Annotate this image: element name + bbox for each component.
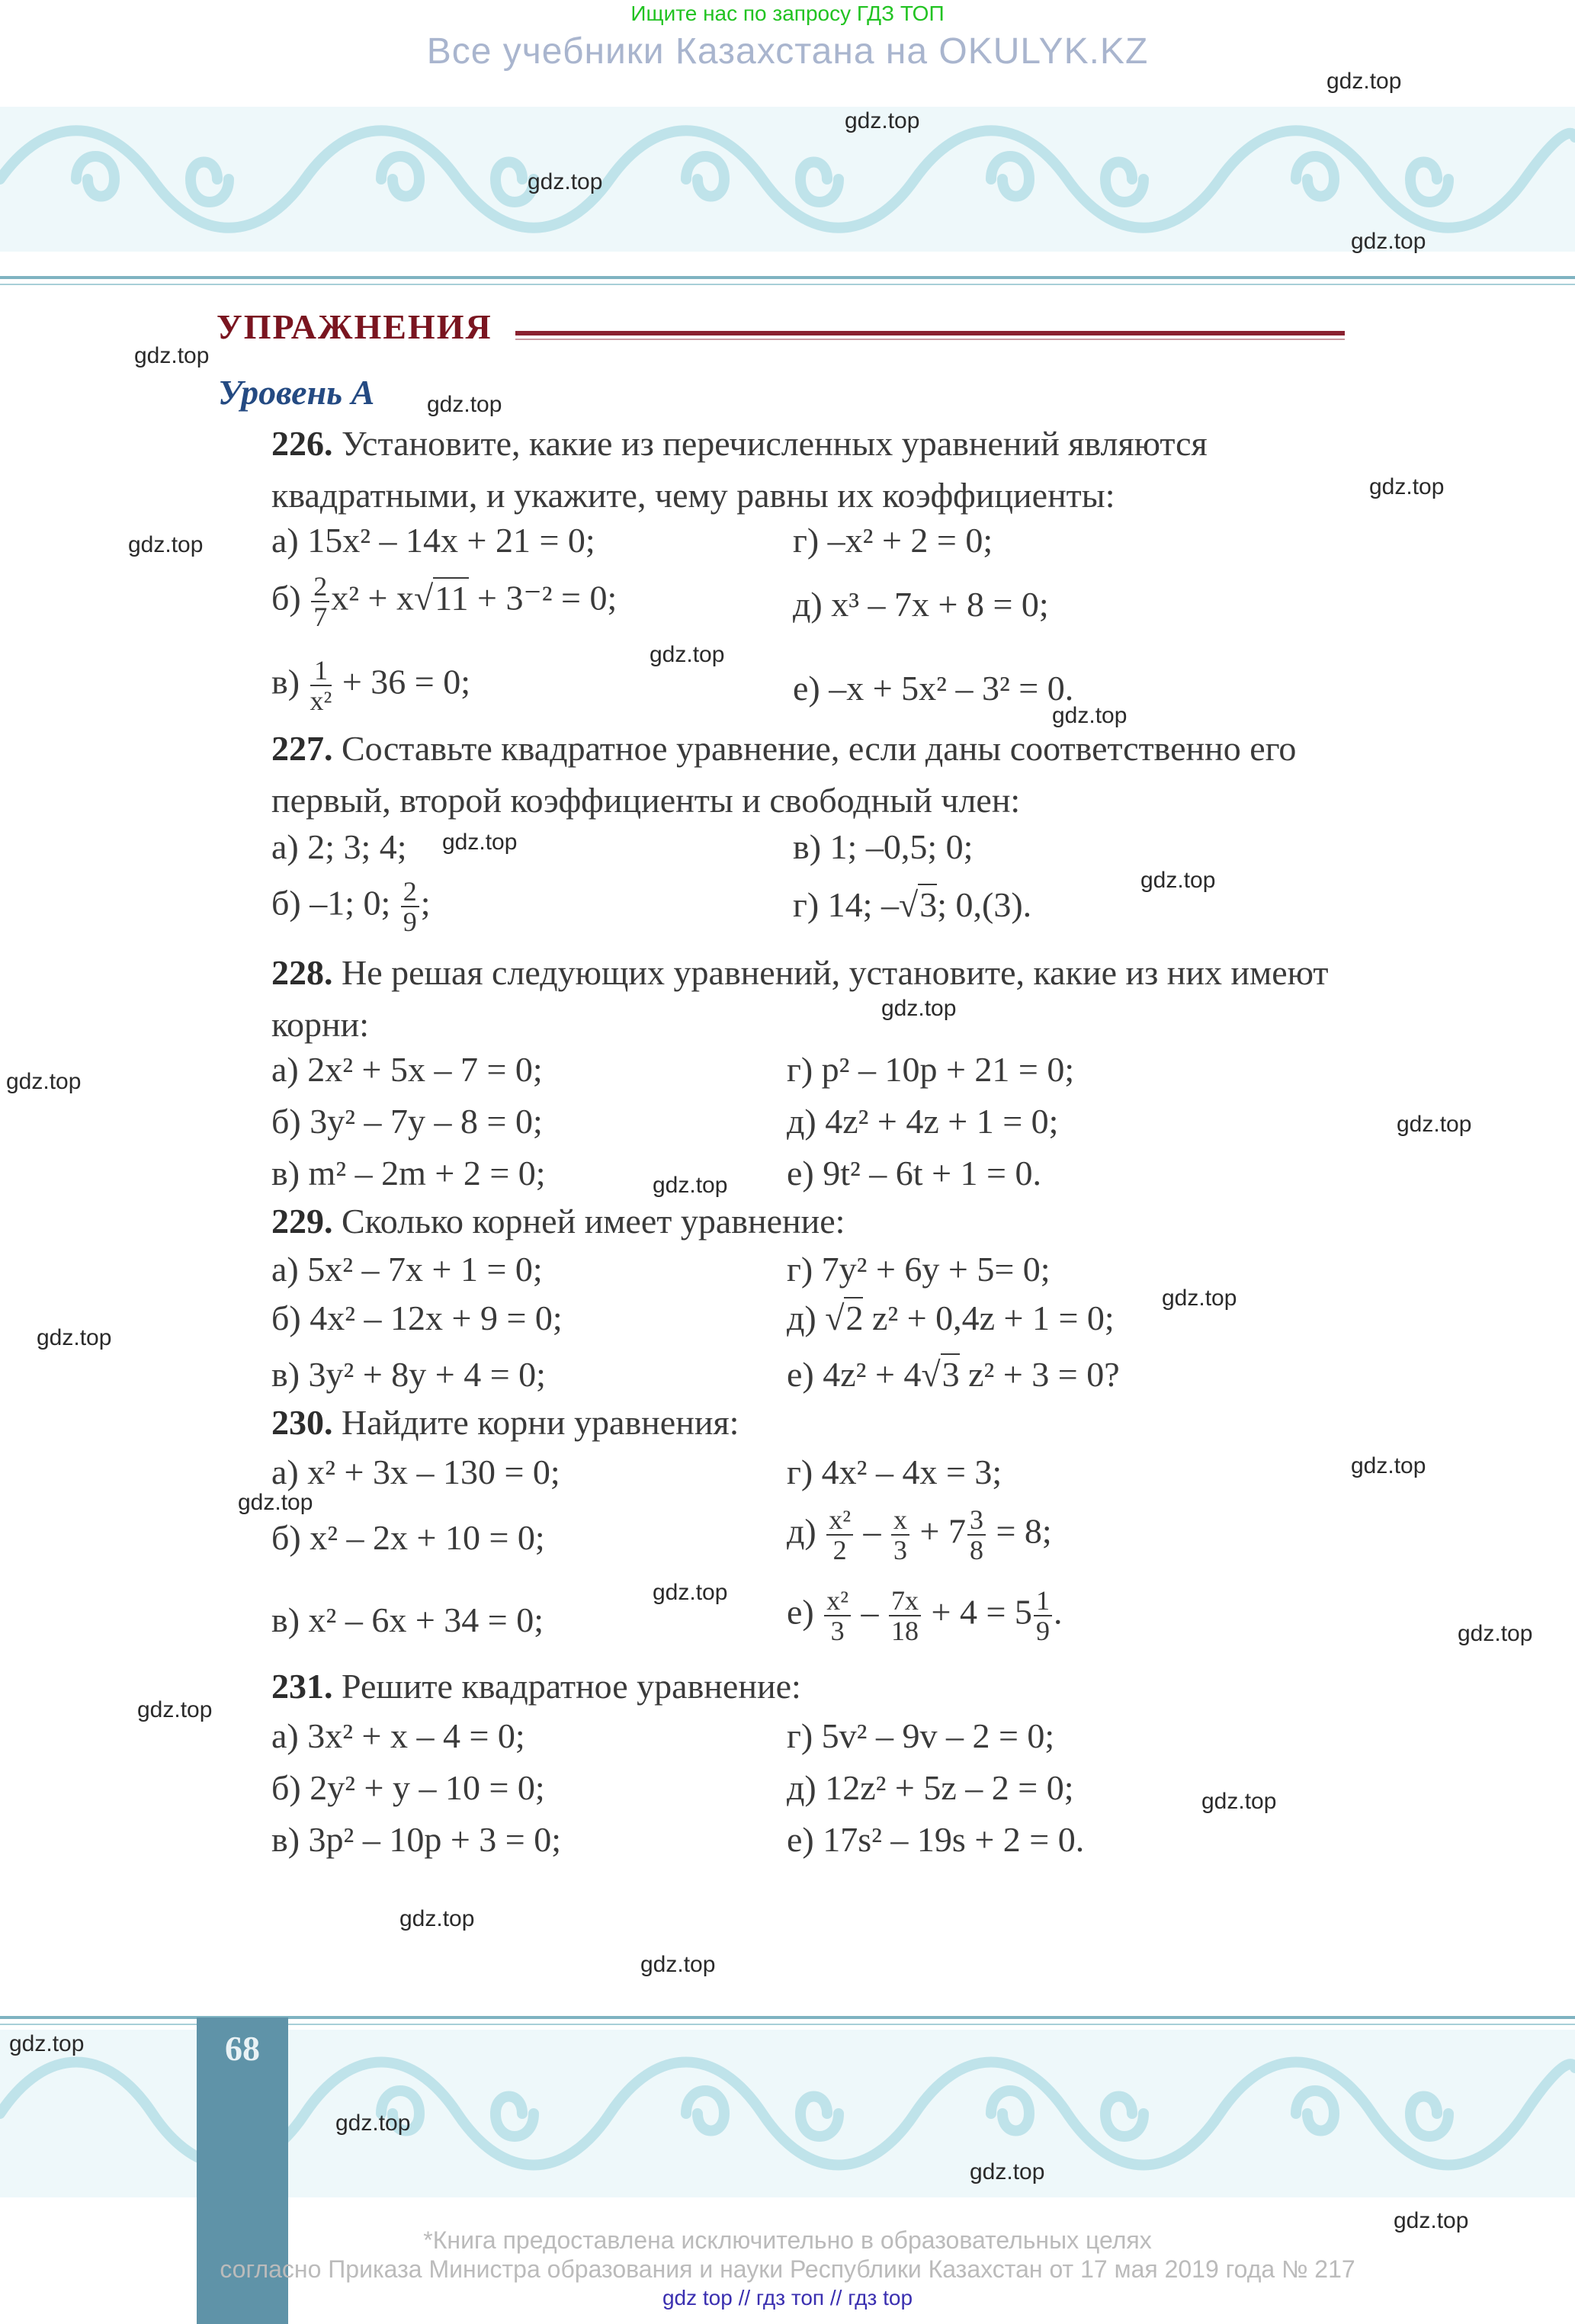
task-228: [271, 947, 1339, 1051]
watermark: gdz.top: [653, 1173, 728, 1198]
watermark: gdz.top: [1140, 868, 1216, 893]
page-number: 68: [225, 2029, 260, 2068]
watermark: gdz.top: [845, 108, 920, 133]
watermark: gdz.top: [335, 2111, 411, 2136]
section-title: УПРАЖНЕНИЯ: [217, 307, 492, 346]
task-number: 230.: [271, 1403, 333, 1442]
eq-230-d: д) $\frac{\text{x²}}{2}$ – $\frac{x}{3}$ + 7 $\frac{3}{8}$ = 8;: [787, 1504, 1052, 1565]
fraction: $\frac{2}{9}$: [401, 877, 419, 936]
task-text: Решите квадратное уравнение:: [342, 1667, 801, 1706]
eq-229-a: а) 5x² – 7x + 1 = 0;: [271, 1250, 543, 1289]
eq-228-e: е) 9t² – 6t + 1 = 0.: [787, 1154, 1041, 1192]
eq-227-v: в) 1; –0,5; 0;: [793, 827, 974, 866]
level-heading: Уровень А: [218, 373, 375, 412]
task-text: Найдите корни уравнения:: [342, 1403, 739, 1442]
eq-231-e: е) 17s² – 19s + 2 = 0.: [787, 1820, 1085, 1859]
eq-229-d: д) √2 z² + 0,4z + 1 = 0;: [787, 1298, 1115, 1337]
watermark: gdz.top: [640, 1952, 716, 1977]
task-text: Установите, какие из перечисленных уравнений являются квадратными, и укажите, чему равны их коэффициенты:: [271, 424, 1208, 515]
watermark: gdz.top: [650, 642, 725, 667]
eq-230-b: б) x² – 2x + 10 = 0;: [271, 1518, 545, 1557]
site-title: Все учебники Казахстана на OKULYK.KZ: [426, 31, 1149, 72]
eq-231-g: г) 5v² – 9v – 2 = 0;: [787, 1716, 1055, 1755]
eq-231-d: д) 12z² + 5z – 2 = 0;: [787, 1768, 1074, 1807]
watermark: gdz.top: [6, 1069, 82, 1094]
watermark: gdz.top: [1201, 1789, 1277, 1814]
eq-228-b: б) 3y² – 7y – 8 = 0;: [271, 1102, 543, 1141]
fraction: $\frac{2}{7}$: [311, 572, 329, 631]
watermark: gdz.top: [1162, 1286, 1237, 1311]
task-227: [271, 723, 1339, 827]
watermark: gdz.top: [653, 1580, 728, 1605]
eq-226-v: в) $\frac{1}{\text{x²}}$ + 36 = 0;: [271, 655, 471, 716]
eq-229-v: в) 3y² + 8y + 4 = 0;: [271, 1355, 546, 1394]
task-number: 226.: [271, 424, 333, 463]
watermark: gdz.top: [238, 1490, 313, 1515]
task-number: 227.: [271, 729, 333, 768]
eq-226-b: б) $\frac{2}{7}$ x² + x√11 + 3⁻² = 0;: [271, 571, 617, 632]
watermark: gdz.top: [137, 1697, 213, 1722]
watermark: gdz.top: [1351, 229, 1426, 254]
eq-230-g: г) 4x² – 4x = 3;: [787, 1452, 1002, 1491]
eq-227-a: а) 2; 3; 4;: [271, 827, 407, 866]
watermark: gdz.top: [881, 996, 957, 1021]
ornament-top: [0, 107, 1575, 252]
eq-230-v: в) x² – 6x + 34 = 0;: [271, 1600, 544, 1639]
task-text: Сколько корней имеет уравнение:: [342, 1202, 845, 1241]
watermark: gdz.top: [37, 1325, 112, 1350]
watermark: gdz.top: [528, 169, 603, 194]
title-rule-thin: [515, 339, 1345, 340]
watermark: gdz.top: [970, 2159, 1045, 2184]
task-text: Составьте квадратное уравнение, если даны соответственно его первый, второй коэффициенты и свободный член:: [271, 729, 1297, 820]
task-number: 229.: [271, 1202, 333, 1241]
eq-231-a: а) 3x² + x – 4 = 0;: [271, 1716, 525, 1755]
fraction: $\frac{1}{\text{x²}}$: [310, 655, 332, 716]
task-229: [271, 1196, 1339, 1247]
eq-226-d: д) x³ – 7x + 8 = 0;: [793, 585, 1049, 624]
eq-228-d: д) 4z² + 4z + 1 = 0;: [787, 1102, 1059, 1141]
eq-230-e: е) $\frac{\text{x²}}{3}$ – $\frac{7x}{18}$ + 4 = 5 $\frac{1}{9}$ .: [787, 1585, 1063, 1646]
watermark: gdz.top: [134, 343, 210, 368]
eq-230-a: а) x² + 3x – 130 = 0;: [271, 1452, 560, 1491]
watermark: gdz.top: [399, 1906, 475, 1931]
search-note: Ищите нас по запросу ГДЗ ТОП: [630, 2, 945, 25]
top-divider: [0, 276, 1575, 279]
eq-228-v: в) m² – 2m + 2 = 0;: [271, 1154, 546, 1192]
task-number: 228.: [271, 953, 333, 992]
footer-note-1: *Книга предоставлена исключительно в образовательных целях: [423, 2226, 1152, 2254]
task-230: [271, 1397, 1339, 1449]
watermark: gdz.top: [128, 532, 204, 557]
watermark: gdz.top: [1394, 2208, 1469, 2233]
eq-228-g: г) p² – 10p + 21 = 0;: [787, 1050, 1075, 1089]
watermark: gdz.top: [9, 2031, 85, 2056]
footer-links[interactable]: gdz top // гдз топ // гдз top: [662, 2286, 913, 2310]
watermark: gdz.top: [1369, 474, 1445, 499]
eq-231-b: б) 2y² + y – 10 = 0;: [271, 1768, 545, 1807]
title-rule: [515, 331, 1345, 335]
top-divider-thin: [0, 284, 1575, 285]
task-number: 231.: [271, 1667, 333, 1706]
eq-231-v: в) 3p² – 10p + 3 = 0;: [271, 1820, 561, 1859]
watermark: gdz.top: [1326, 69, 1402, 94]
watermark: gdz.top: [1397, 1112, 1472, 1137]
watermark: gdz.top: [1052, 703, 1128, 728]
eq-229-e: е) 4z² + 4√3 z² + 3 = 0?: [787, 1355, 1120, 1394]
eq-227-b: б) –1; 0; $\frac{2}{9}$ ;: [271, 876, 431, 937]
eq-229-g: г) 7y² + 6y + 5= 0;: [787, 1250, 1051, 1289]
eq-227-g: г) 14; –√3; 0,(3).: [793, 885, 1032, 924]
eq-226-g: г) –x² + 2 = 0;: [793, 521, 993, 560]
task-226: [271, 418, 1339, 522]
task-231: [271, 1661, 1339, 1713]
eq-229-b: б) 4x² – 12x + 9 = 0;: [271, 1298, 563, 1337]
watermark: gdz.top: [1351, 1453, 1426, 1478]
eq-226-a: а) 15x² – 14x + 21 = 0;: [271, 521, 595, 560]
watermark: gdz.top: [442, 830, 518, 855]
eq-228-a: а) 2x² + 5x – 7 = 0;: [271, 1050, 543, 1089]
eq-226-e: е) –x + 5x² – 3² = 0.: [793, 669, 1074, 708]
footer-note-2: согласно Приказа Министра образования и науки Республики Казахстан от 17 мая 2019 года № 217: [220, 2255, 1355, 2283]
watermark: gdz.top: [427, 392, 502, 417]
task-text: Не решая следующих уравнений, установите, какие из них имеют корни:: [271, 953, 1329, 1044]
watermark: gdz.top: [1458, 1621, 1533, 1646]
